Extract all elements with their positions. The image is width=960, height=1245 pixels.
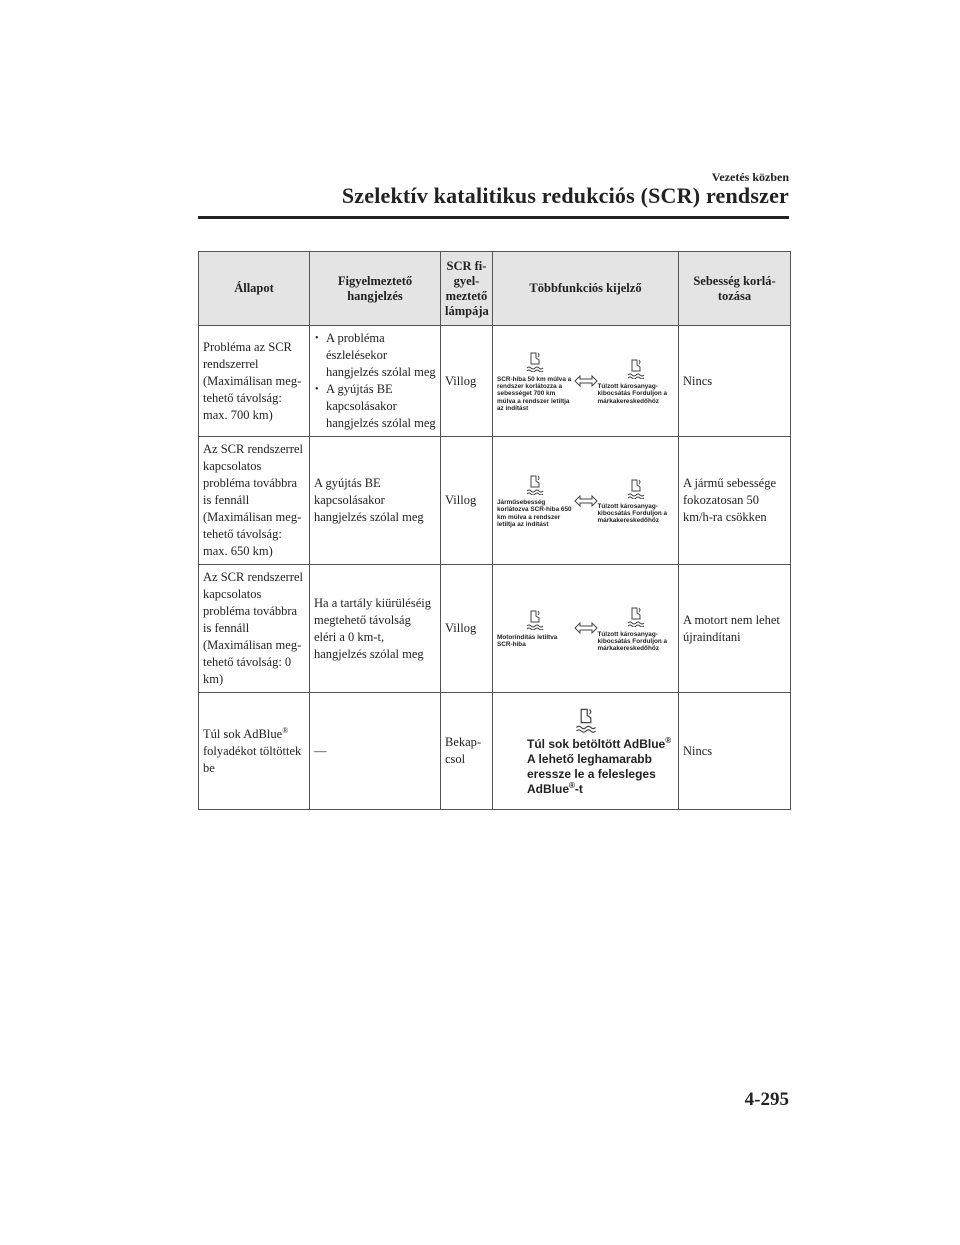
- display-cell: [493, 693, 679, 810]
- speed-cell: A jármű sebessége fokozatosan 50 km/h-ra csökken: [679, 437, 791, 565]
- section-label: Vezetés közben: [711, 170, 789, 184]
- display-cell: [493, 437, 679, 565]
- lamp-cell: Villog: [441, 326, 493, 437]
- display-cell: [493, 565, 679, 693]
- table-row: [199, 437, 791, 565]
- lamp-cell: Bekapcsol: [441, 693, 493, 810]
- double-arrow-icon: [574, 495, 598, 507]
- display-text: Túlzott károsanyag-kibocsátás Forduljon a márkakereskedőhöz: [597, 630, 668, 653]
- display-panel-single: [497, 705, 674, 797]
- scr-warning-icon: [497, 350, 574, 376]
- scr-warning-table: [198, 251, 791, 810]
- condition-cell: [199, 693, 310, 810]
- scr-warning-icon: [497, 705, 674, 737]
- page-title: Szelektív katalitikus redukciós (SCR) rendszer: [341, 183, 789, 208]
- condition-text: Túl sok AdBlue: [203, 726, 283, 741]
- scr-warning-icon: [598, 605, 675, 631]
- sound-cell: [310, 326, 441, 437]
- display-panel-left: [497, 473, 574, 528]
- sound-cell: Ha a tartály kiürüléséig megtehető távolság eléri a 0 km-t, hangjelzés szólal meg: [310, 565, 441, 693]
- display-cell: [493, 326, 679, 437]
- double-arrow-icon: [574, 622, 598, 634]
- header-sound: Figyelmeztető hangjelzés: [310, 252, 441, 326]
- display-panel-right: [598, 477, 675, 525]
- condition-cell: Az SCR rendszerrel kapcsolatos probléma továbbra is fennáll (Maximálisan megtehető távolság: 0 km): [199, 565, 310, 693]
- speed-cell: A motort nem lehet újraindítani: [679, 565, 791, 693]
- display-panel-left: [497, 350, 574, 412]
- speed-cell: Nincs: [679, 326, 791, 437]
- display-text: -t: [574, 782, 583, 796]
- display-panel-left: [497, 608, 574, 648]
- page-number: 4-295: [744, 1089, 789, 1110]
- lamp-cell: Villog: [441, 565, 493, 693]
- scr-warning-icon: [598, 477, 675, 503]
- double-arrow-icon: [574, 375, 598, 387]
- table-header-row: [199, 252, 791, 326]
- display-text: Túlzott károsanyag-kibocsátás Forduljon a márkakereskedőhöz: [597, 383, 668, 405]
- display-panel-right: [598, 357, 675, 405]
- display-text: Motorindítás letiltva SCR-hiba: [497, 634, 558, 649]
- header-display: Többfunkciós kijelző: [493, 252, 679, 326]
- scr-warning-icon: [497, 473, 574, 499]
- condition-text: folyadékot töltöttek be: [203, 743, 302, 775]
- speed-cell: Nincs: [679, 693, 791, 810]
- display-text: A lehető leghamarabb eressze le a felesleges AdBlue: [527, 752, 656, 796]
- lamp-cell: Villog: [441, 437, 493, 565]
- registered-mark: ®: [665, 736, 672, 745]
- table-row: [199, 693, 791, 810]
- title-rule: [198, 216, 789, 219]
- sound-cell: A gyújtás BE kapcsolásakor hangjelzés szólal meg: [310, 437, 441, 565]
- display-text: SCR-hiba 50 km múlva a rendszer korlátozza a sebességet 700 km múlva a rendszer letiltja az indítást: [497, 375, 572, 412]
- registered-mark: ®: [282, 725, 289, 735]
- registered-mark: ®: [569, 781, 575, 790]
- condition-cell: Az SCR rendszerrel kapcsolatos probléma továbbra is fennáll (Maximálisan megtehető távolság: max. 650 km): [199, 437, 310, 565]
- header-speed: Sebesség korlátozása: [679, 252, 791, 326]
- condition-cell: Probléma az SCR rendszerrel (Maximálisan megtehető távolság: max. 700 km): [199, 326, 310, 437]
- display-text: Túlzott károsanyag-kibocsátás Forduljon a márkakereskedőhöz: [597, 502, 668, 525]
- sound-item: • A probléma észlelésekor hangjelzés szólal meg: [314, 330, 436, 381]
- display-panel-right: [598, 605, 675, 653]
- header-lamp: SCR figyelmeztető lámpája: [441, 252, 493, 326]
- display-text: Túl sok betöltött AdBlue: [527, 737, 666, 751]
- table-row: [199, 565, 791, 693]
- sound-item: • A gyújtás BE kapcsolásakor hangjelzés szólal meg: [314, 381, 436, 432]
- header-condition: Állapot: [199, 252, 310, 326]
- sound-cell: —: [310, 693, 441, 810]
- scr-warning-icon: [598, 357, 675, 383]
- display-text: Járműsebesség korlátozva SCR-hiba 650 km múlva a rendszer letiltja az indítást: [497, 499, 572, 528]
- scr-warning-icon: [497, 608, 574, 634]
- table-row: [199, 326, 791, 437]
